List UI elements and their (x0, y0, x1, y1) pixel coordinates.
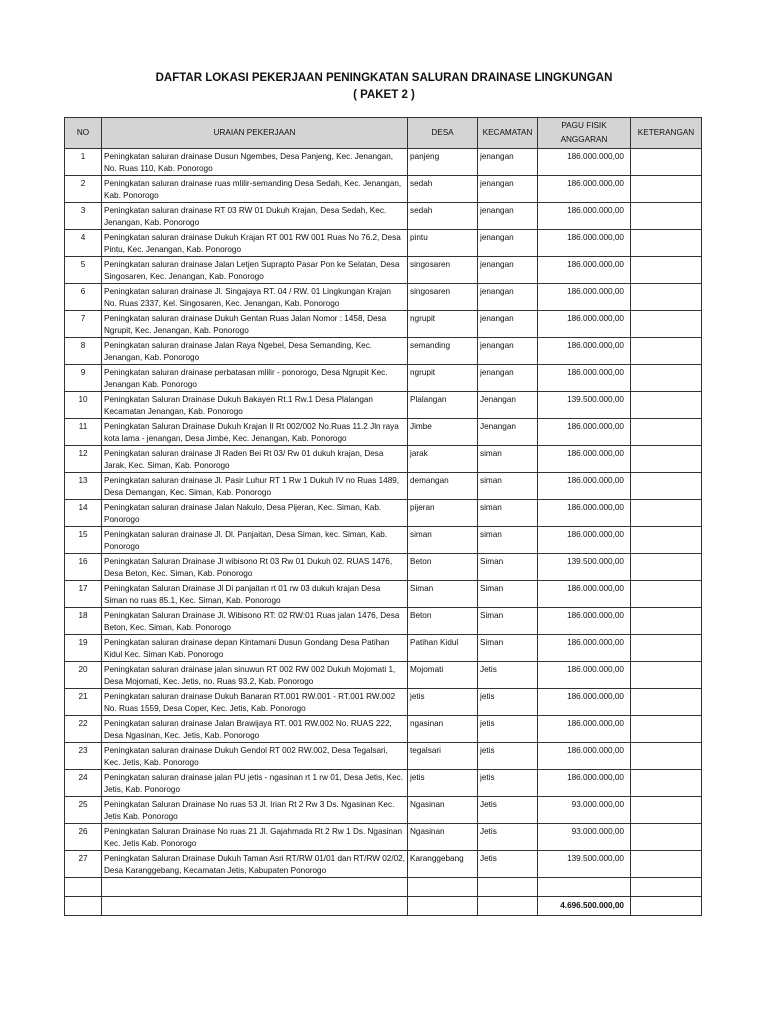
row-pagu: 186.000.000,00 (538, 311, 631, 338)
blank-cell (65, 897, 102, 916)
table-row (65, 419, 702, 446)
row-keterangan (631, 500, 702, 527)
row-no: 13 (65, 473, 102, 500)
row-uraian: Peningkatan saluran drainase Dusun Ngembes, Desa Panjeng, Kec. Jenangan, No. Ruas 110, Kab. Ponorogo (102, 149, 408, 176)
row-pagu: 186.000.000,00 (538, 446, 631, 473)
row-keterangan (631, 230, 702, 257)
row-desa: semanding (408, 338, 478, 365)
row-desa: Mojomati (408, 662, 478, 689)
row-desa: Ngasinan (408, 797, 478, 824)
blank-cell (102, 878, 408, 897)
row-no: 5 (65, 257, 102, 284)
row-desa: singosaren (408, 284, 478, 311)
row-keterangan (631, 635, 702, 662)
row-uraian: Peningkatan saluran drainase Jalan Raya Ngebel, Desa Semanding, Kec. Jenangan, Kab. Ponorogo (102, 338, 408, 365)
table-row (65, 257, 702, 284)
table-row (65, 716, 702, 743)
row-keterangan (631, 716, 702, 743)
row-keterangan (631, 473, 702, 500)
row-no: 21 (65, 689, 102, 716)
row-keterangan (631, 797, 702, 824)
row-keterangan (631, 419, 702, 446)
row-desa: sedah (408, 176, 478, 203)
row-uraian: Peningkatan saluran drainase Dukuh Krajan RT 001 RW 001 Ruas No 76.2, Desa Pintu, Kec. Jenangan, Kab. Ponorogo (102, 230, 408, 257)
blank-cell (478, 897, 538, 916)
row-uraian: Peningkatan Saluran Drainase No ruas 53 Jl. Irian Rt 2 Rw 3 Ds. Ngasinan Kec. Jetis Kab. Ponorogo (102, 797, 408, 824)
row-desa: ngrupit (408, 311, 478, 338)
row-pagu: 186.000.000,00 (538, 365, 631, 392)
row-keterangan (631, 284, 702, 311)
row-keterangan (631, 851, 702, 878)
row-no: 10 (65, 392, 102, 419)
row-kecamatan: jenangan (478, 365, 538, 392)
header-no: NO (65, 118, 102, 149)
row-pagu: 186.000.000,00 (538, 230, 631, 257)
row-no: 17 (65, 581, 102, 608)
header-pagu (538, 118, 631, 149)
row-kecamatan: siman (478, 527, 538, 554)
row-desa: jetis (408, 770, 478, 797)
row-no: 23 (65, 743, 102, 770)
row-uraian: Peningkatan saluran drainase perbatasan mlilir - ponorogo, Desa Ngrupit Kec. Jenangan Kab. Ponorogo (102, 365, 408, 392)
table-row (65, 608, 702, 635)
row-uraian: Peningkatan saluran drainase Dukuh Gentan Ruas Jalan Nomor : 1458, Desa Ngrupit, Kec. Jenangan, Kab. Ponorogo (102, 311, 408, 338)
header-pagu-line1: PAGU FISIK (561, 121, 607, 130)
row-keterangan (631, 446, 702, 473)
row-no: 27 (65, 851, 102, 878)
row-desa: pintu (408, 230, 478, 257)
row-uraian: Peningkatan Saluran Drainase Dukuh Bakayen Rt.1 Rw.1 Desa Plalangan Kecamatan Jenangan, Kab. Ponorogo (102, 392, 408, 419)
row-desa: Ngasinan (408, 824, 478, 851)
header-pagu-line2: ANGGARAN (560, 135, 608, 144)
row-keterangan (631, 824, 702, 851)
row-no: 26 (65, 824, 102, 851)
row-pagu: 186.000.000,00 (538, 581, 631, 608)
row-no: 1 (65, 149, 102, 176)
row-pagu: 139.500.000,00 (538, 554, 631, 581)
blank-cell (631, 897, 702, 916)
table-row-blank (65, 878, 702, 897)
row-pagu: 186.000.000,00 (538, 338, 631, 365)
row-no: 2 (65, 176, 102, 203)
table-row (65, 149, 702, 176)
blank-cell (102, 897, 408, 916)
row-pagu: 186.000.000,00 (538, 284, 631, 311)
table-row (65, 851, 702, 878)
row-pagu: 186.000.000,00 (538, 662, 631, 689)
row-desa: ngrupit (408, 365, 478, 392)
row-kecamatan: jetis (478, 716, 538, 743)
row-uraian: Peningkatan saluran drainase RT 03 RW 01 Dukuh Krajan, Desa Sedah, Kec. Jenangan, Kab. Ponorogo (102, 203, 408, 230)
row-desa: Karanggebang (408, 851, 478, 878)
table-row (65, 662, 702, 689)
header-uraian: URAIAN PEKERJAAN (102, 118, 408, 149)
row-kecamatan: siman (478, 500, 538, 527)
row-desa: Plalangan (408, 392, 478, 419)
work-location-table (64, 117, 702, 916)
row-no: 14 (65, 500, 102, 527)
row-desa: panjeng (408, 149, 478, 176)
table-row (65, 446, 702, 473)
table-row (65, 554, 702, 581)
row-kecamatan: jetis (478, 689, 538, 716)
row-pagu: 186.000.000,00 (538, 689, 631, 716)
row-no: 8 (65, 338, 102, 365)
row-no: 9 (65, 365, 102, 392)
table-row (65, 338, 702, 365)
row-desa: Beton (408, 608, 478, 635)
row-kecamatan: jetis (478, 770, 538, 797)
row-no: 12 (65, 446, 102, 473)
row-kecamatan: jenangan (478, 176, 538, 203)
row-desa: Beton (408, 554, 478, 581)
row-desa: singosaren (408, 257, 478, 284)
row-kecamatan: Jetis (478, 824, 538, 851)
row-keterangan (631, 392, 702, 419)
row-uraian: Peningkatan Saluran Drainase No ruas 21 Jl. Gajahmada Rt 2 Rw 1 Ds. Ngasinan Kec. Jetis Kab. Ponorogo (102, 824, 408, 851)
table-row (65, 392, 702, 419)
row-uraian: Peningkatan Saluran Drainase Dukuh Taman Asri RT/RW 01/01 dan RT/RW 02/02, Desa Karanggebang, Kecamatan Jetis, Kabupaten Ponorogo (102, 851, 408, 878)
row-keterangan (631, 149, 702, 176)
row-kecamatan: jenangan (478, 257, 538, 284)
table-row (65, 230, 702, 257)
row-kecamatan: jetis (478, 743, 538, 770)
row-desa: siman (408, 527, 478, 554)
row-desa: Jimbe (408, 419, 478, 446)
row-keterangan (631, 770, 702, 797)
row-uraian: Peningkatan saluran drainase Dukuh Banaran RT.001 RW.001 - RT.001 RW.002 No. Ruas 1559, Desa Coper, Kec. Jetis, Kab. Ponorogo (102, 689, 408, 716)
row-pagu: 139.500.000,00 (538, 392, 631, 419)
row-pagu: 186.000.000,00 (538, 500, 631, 527)
blank-cell (538, 878, 631, 897)
row-kecamatan: jenangan (478, 311, 538, 338)
row-keterangan (631, 743, 702, 770)
table-row (65, 743, 702, 770)
row-uraian: Peningkatan saluran drainase Jl Raden Bei Rt 03/ Rw 01 dukuh krajan, Desa Jarak, Kec. Siman, Kab. Ponorogo (102, 446, 408, 473)
row-keterangan (631, 365, 702, 392)
row-desa: demangan (408, 473, 478, 500)
row-uraian: Peningkatan Saluran Drainase Jl Di panjaitan rt 01 rw 03 dukuh krajan Desa Siman no ruas 85.1, Kec. Siman, Kab. Ponorogo (102, 581, 408, 608)
table-header-row (65, 118, 702, 149)
row-no: 6 (65, 284, 102, 311)
row-kecamatan: Siman (478, 554, 538, 581)
row-keterangan (631, 689, 702, 716)
table-row (65, 500, 702, 527)
row-desa: ngasinan (408, 716, 478, 743)
row-desa: pijeran (408, 500, 478, 527)
row-pagu: 139.500.000,00 (538, 851, 631, 878)
row-uraian: Peningkatan saluran drainase Jl. Dl. Panjaitan, Desa Siman, kec. Siman, Kab. Ponorogo (102, 527, 408, 554)
row-desa: jetis (408, 689, 478, 716)
row-uraian: Peningkatan saluran drainase Jl. Pasir Luhur RT 1 Rw 1 Dukuh IV no Ruas 1489, Desa Demangan, Kec. Siman, Kab. Ponorogo (102, 473, 408, 500)
table-row (65, 581, 702, 608)
row-no: 20 (65, 662, 102, 689)
row-keterangan (631, 203, 702, 230)
row-pagu: 93.000.000,00 (538, 797, 631, 824)
row-kecamatan: Jenangan (478, 419, 538, 446)
row-no: 22 (65, 716, 102, 743)
table-total-row (65, 897, 702, 916)
row-pagu: 186.000.000,00 (538, 149, 631, 176)
row-kecamatan: jenangan (478, 230, 538, 257)
row-uraian: Peningkatan Saluran Drainase Dukuh Krajan II Rt 002/002 No.Ruas 11.2 Jln raya kota lama - jenangan, Desa Jimbe, Kec. Jenangan, Kab. Ponorogo (102, 419, 408, 446)
table-row (65, 284, 702, 311)
row-uraian: Peningkatan saluran drainase Jalan Nakulo, Desa Pijeran, Kec. Siman, Kab. Ponorogo (102, 500, 408, 527)
row-desa: jarak (408, 446, 478, 473)
row-pagu: 186.000.000,00 (538, 257, 631, 284)
row-keterangan (631, 257, 702, 284)
table-row (65, 635, 702, 662)
row-kecamatan: jenangan (478, 284, 538, 311)
document-subtitle: ( PAKET 2 ) (353, 89, 415, 101)
row-kecamatan: Siman (478, 581, 538, 608)
row-keterangan (631, 338, 702, 365)
row-kecamatan: jenangan (478, 203, 538, 230)
row-pagu: 186.000.000,00 (538, 473, 631, 500)
row-pagu: 186.000.000,00 (538, 770, 631, 797)
row-pagu: 186.000.000,00 (538, 635, 631, 662)
row-no: 24 (65, 770, 102, 797)
row-kecamatan: jenangan (478, 338, 538, 365)
row-keterangan (631, 527, 702, 554)
row-pagu: 186.000.000,00 (538, 716, 631, 743)
row-pagu: 186.000.000,00 (538, 176, 631, 203)
row-pagu: 186.000.000,00 (538, 527, 631, 554)
row-keterangan (631, 581, 702, 608)
document-title: DAFTAR LOKASI PEKERJAAN PENINGKATAN SALURAN DRAINASE LINGKUNGAN (155, 72, 613, 84)
row-kecamatan: Jetis (478, 662, 538, 689)
row-pagu: 93.000.000,00 (538, 824, 631, 851)
row-desa: Patihan Kidul (408, 635, 478, 662)
row-kecamatan: Siman (478, 608, 538, 635)
row-desa: tegalsari (408, 743, 478, 770)
row-uraian: Peningkatan saluran drainase depan Kintamani Dusun Gondang Desa Patihan Kidul Kec. Siman Kab. Ponorogo (102, 635, 408, 662)
row-keterangan (631, 176, 702, 203)
row-no: 4 (65, 230, 102, 257)
blank-cell (631, 878, 702, 897)
table-row (65, 689, 702, 716)
table-row (65, 770, 702, 797)
row-pagu: 186.000.000,00 (538, 743, 631, 770)
blank-cell (478, 878, 538, 897)
row-pagu: 186.000.000,00 (538, 419, 631, 446)
table-row (65, 203, 702, 230)
table-row (65, 824, 702, 851)
row-pagu: 186.000.000,00 (538, 203, 631, 230)
row-desa: Siman (408, 581, 478, 608)
row-kecamatan: Jenangan (478, 392, 538, 419)
row-kecamatan: Jetis (478, 797, 538, 824)
row-no: 18 (65, 608, 102, 635)
row-uraian: Peningkatan saluran drainase jalan sinuwun RT 002 RW 002 Dukuh Mojomati 1, Desa Mojomati, Kec. Jetis, no. Ruas 93.2, Kab. Ponorogo (102, 662, 408, 689)
row-kecamatan: jenangan (478, 149, 538, 176)
row-no: 16 (65, 554, 102, 581)
table-row (65, 365, 702, 392)
row-kecamatan: siman (478, 446, 538, 473)
table-row (65, 311, 702, 338)
table-row (65, 527, 702, 554)
row-uraian: Peningkatan saluran drainase Dukuh Gendol RT 002 RW.002, Desa Tegalsari, Kec. Jetis, Kab. Ponorogo (102, 743, 408, 770)
row-no: 11 (65, 419, 102, 446)
row-keterangan (631, 554, 702, 581)
row-uraian: Peningkatan saluran drainase ruas mlilir-semanding Desa Sedah, Kec. Jenangan, Kab. Ponorogo (102, 176, 408, 203)
row-uraian: Peningkatan Saluran Drainase Jl wibisono Rt 03 Rw 01 Dukuh 02. RUAS 1476, Desa Beton, Kec. Siman, Kab. Ponorogo (102, 554, 408, 581)
row-no: 7 (65, 311, 102, 338)
row-kecamatan: Jetis (478, 851, 538, 878)
blank-cell (65, 878, 102, 897)
row-no: 15 (65, 527, 102, 554)
header-kecamatan: KECAMATAN (478, 118, 538, 149)
blank-cell (408, 878, 478, 897)
row-uraian: Peningkatan saluran drainase jalan PU jetis - ngasinan rt 1 rw 01, Desa Jetis, Kec. Jetis, Kab. Ponorogo (102, 770, 408, 797)
row-keterangan (631, 608, 702, 635)
row-no: 3 (65, 203, 102, 230)
row-desa: sedah (408, 203, 478, 230)
row-uraian: Peningkatan Saluran Drainase Jl. Wibisono RT: 02 RW:01 Ruas jalan 1476, Desa Beton, Kec. Siman, Kab. Ponorogo (102, 608, 408, 635)
row-pagu: 186.000.000,00 (538, 608, 631, 635)
row-uraian: Peningkatan saluran drainase Jl. Singajaya RT. 04 / RW. 01 Lingkungan Krajan No. Ruas 2337, Kel. Singosaren, Kec. Jenangan, Kab. Ponorogo (102, 284, 408, 311)
table-row (65, 473, 702, 500)
table-body (65, 149, 702, 916)
row-kecamatan: Siman (478, 635, 538, 662)
blank-cell (408, 897, 478, 916)
total-pagu: 4.696.500.000,00 (538, 897, 631, 916)
row-uraian: Peningkatan saluran drainase Jalan Letjen Suprapto Pasar Pon ke Selatan, Desa Singosaren, Kec. Jenangan, Kab. Ponorogo (102, 257, 408, 284)
row-no: 19 (65, 635, 102, 662)
header-keterangan: KETERANGAN (631, 118, 702, 149)
row-keterangan (631, 311, 702, 338)
row-uraian: Peningkatan saluran drainase Jalan Brawijaya RT. 001 RW.002 No. RUAS 222, Desa Ngasinan, Kec. Jetis, Kab. Ponorogo (102, 716, 408, 743)
row-kecamatan: siman (478, 473, 538, 500)
header-desa: DESA (408, 118, 478, 149)
row-keterangan (631, 662, 702, 689)
row-no: 25 (65, 797, 102, 824)
table-row (65, 797, 702, 824)
table-row (65, 176, 702, 203)
